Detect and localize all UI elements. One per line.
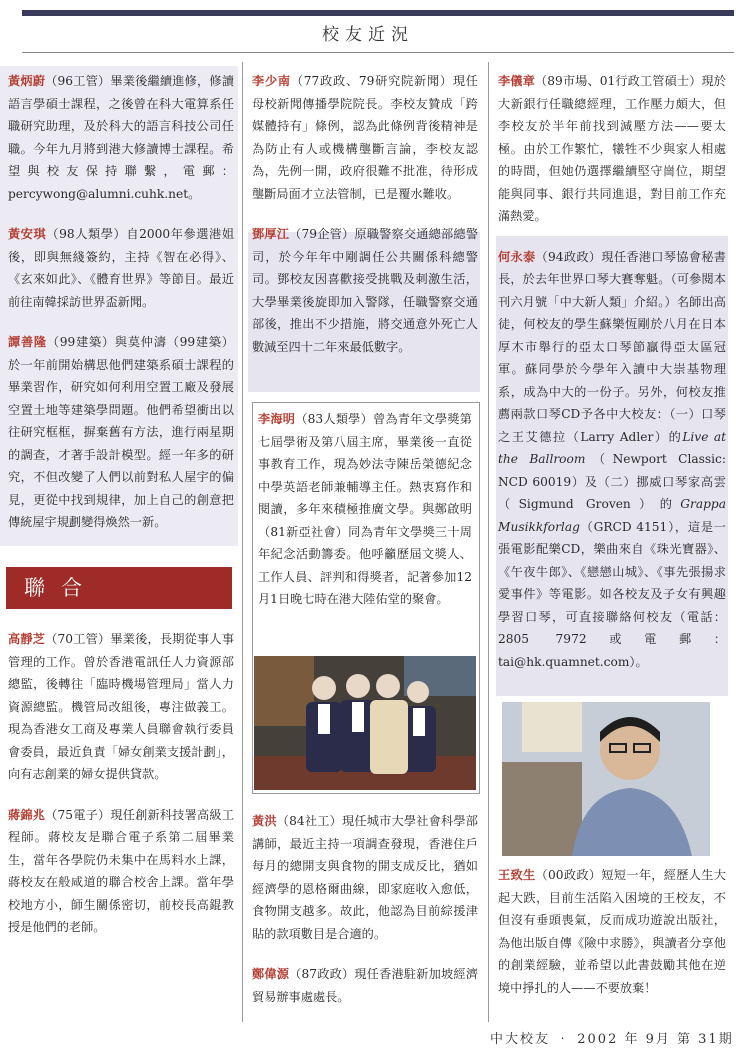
- alumni-text: （75電子）現任創新科技署高級工程師。蔣校友是聯合電子系第二屆畢業生，當年各學院仍未集中在馬料水上課，蔣校友在般咸道的聯合校舍上課。當年學校地方小，師生關係密切，前校長高錕教授是他們的老師。: [8, 807, 235, 934]
- column-2-lower: [252, 810, 478, 1026]
- alumni-text: （GRCD 4151），這是一張電影配樂CD，樂曲來自《珠光寶器》、《午夜牛郎》、《戀戀山城》、《事先張揚求愛事件》等電影。如各校友及子女有興趣學習口琴，可直接聯絡何校友（電話：2805 7972或電郵：tai@hk.quamnet.com）。: [498, 519, 726, 669]
- header-rule: [22, 52, 734, 53]
- alumni-text: （99建築）與莫仲濤（99建築）於一年前開始構思他們建築系碩士課程的畢業習作，研究如何利用空置工廠及發展空置土地等建築學問題。他們希望衝出以往研究框框，摒棄舊有方法，進行兩星期的調查，才著手設計模型。經一年多的研究，不但改變了人們以前對私人屋宇的偏見，更從中找到規律，加上自己的創意把傳統屋宇規劃變得煥然一新。: [8, 335, 234, 529]
- alumni-entry: [252, 963, 478, 1008]
- alumni-text: （83人類學）曾為青年文學獎第七屆學術及第八屆主席，畢業後一直從事教育工作，現為妙法寺陳岳榮德紀念中學英語老師兼輔導主任。熱衷寫作和閱讀，多年來積極推廣文學。與鄭啟明（81新亞社會）同為青年文學獎三十周年紀念活動籌委。他呼籲歷屆文獎人、工作人員、評判和得獎者，記著參加12月1日晚七時在港大陸佑堂的聚會。: [258, 412, 472, 606]
- alumni-text: （94政政）現任香港口琴協會秘書長，於去年世界口琴大賽奪魁。（可參閱本刊六月號「中大新人類」介紹。）名師出高徒，何校友的學生蘇樂恆剛於八月在日本厚木市舉行的亞太口琴節贏得亞太區冠軍。蘇同學於今學年入讀中大崇基物理系，成為中大的一份子。另外，何校友推薦兩款口琴CD予各中大校友：（一）口琴之王艾德拉（Larry Adler）的: [498, 249, 726, 444]
- portrait-photo-image: [502, 702, 710, 856]
- group-photo: [254, 656, 476, 790]
- alumni-name: 黃洪: [252, 814, 277, 828]
- alumni-text: （70工管）畢業後，長期從事人事管理的工作。曾於香港電訊任人力資源部總監，後轉往「臨時機場管理局」當人力資源總監。機管局改組後，專注做義工。現為香港女工商及專業人員聯會執行委員會委員，最近負責「婦女創業支援計劃」，向有志創業的婦女提供貸款。: [8, 632, 235, 781]
- alumni-name: 黃安琪: [8, 227, 47, 241]
- alumni-entry: [252, 70, 478, 205]
- alumni-entry: [498, 246, 726, 674]
- alumni-entry: [498, 70, 726, 228]
- featured-entry: [258, 408, 472, 629]
- alumni-name: 王致生: [498, 868, 536, 882]
- alumni-text: （77政政、79研究院新聞）現任母校新聞傳播學院院長。李校友贊成「跨媒體持有」條例，認為此條例背後精神是為防止有人或機構壟斷言論，李校友認為，先例一開，政府很難不批准，待形成壟斷局面才立法管制，已是覆水難收。: [252, 74, 478, 201]
- alumni-name: 高靜芝: [8, 632, 46, 646]
- alumni-text: （96工管）畢業後繼續進修，修讀語言學碩士課程，之後曾在科大電算系任職研究助理，及於科大的語言科技公司任職。今年九月將到港大修讀博士課程。希望與校友保持聯繫，電郵：percywong@alumni.cuhk.net。: [8, 74, 235, 201]
- alumni-name: 李儀章: [498, 74, 535, 88]
- alumni-text: （00政政）短短一年，經歷人生大起大跌，目前生活陷入困境的王校友，不但沒有垂頭喪氣，反而成功遊說出版社，為他出版自傳《險中求勝》，與讀者分享他的創業經驗，並希望以此書鼓勵其他在逆境中掙扎的人——不要放棄！: [498, 868, 726, 995]
- alumni-name: 李少南: [252, 74, 291, 88]
- column-3: [498, 70, 726, 691]
- column-1: [8, 70, 234, 552]
- album-title: Grappa Musikkforlag: [498, 497, 726, 534]
- column-1-lower: [8, 628, 234, 957]
- alumni-entry: [498, 864, 726, 999]
- alumni-entry: [8, 628, 234, 786]
- alumni-text: （84社工）現任城市大學社會科學部講師，最近主持一項調查發現，香港住戶每月的總開支與食物的開支成反比，猶如經濟學的恩格爾曲線，即家庭收入愈低，食物開支越多。故此，他認為目前綜援津貼的款項數目是合適的。: [252, 814, 478, 941]
- alumni-entry: [258, 408, 472, 611]
- alumni-text: （79企管）原職警察交通總部總警司，於今年年中剛調任公共關係科總警司。鄧校友因喜歡接受挑戰及刺激生活，大學畢業後旋即加入警隊，任職警察交通部後，推出不少措施，將交通意外死亡人數減至四十二年來最低數字。: [252, 227, 479, 354]
- column-2: [252, 70, 478, 376]
- portrait-photo: [502, 702, 710, 856]
- section-heading: 聯合: [6, 567, 232, 609]
- alumni-text: （98人類學）自2000年參選港姐後，即與無綫簽約，主持《智在必得》、《玄來如此》、《體育世界》等節目。最近前往南韓採訪世界盃新聞。: [8, 227, 235, 309]
- alumni-text: （87政政）現任香港駐新加坡經濟貿易辦事處處長。: [252, 967, 479, 1004]
- alumni-entry: [8, 223, 234, 313]
- alumni-name: 鄭偉源: [252, 967, 290, 981]
- alumni-name: 蔣錦兆: [8, 807, 46, 822]
- alumni-name: 鄧厚江: [252, 227, 290, 241]
- column-divider: [488, 62, 489, 1022]
- alumni-name: 李海明: [258, 412, 296, 426]
- page-title: 校友近況: [322, 25, 414, 45]
- page-footer: 中大校友 ‧ 2002 年 9月 第 31期: [490, 1032, 734, 1047]
- top-bar: [22, 10, 734, 16]
- alumni-entry: [252, 223, 478, 358]
- alumni-name: 黃炳蔚: [8, 74, 46, 88]
- column-divider: [242, 62, 243, 1022]
- alumni-name: 何永泰: [498, 249, 536, 264]
- alumni-name: 譚善隆: [8, 335, 47, 349]
- alumni-text: （89市場、01行政工管碩士）現於大新銀行任職總經理，工作壓力頗大，但李校友於半年前找到減壓方法——要太極。由於工作繁忙，犧牲不少與家人相處的時間，但她仍選擇繼續堅守崗位，期望能與同事、銀行共同進退，對目前工作充滿熱愛。: [498, 74, 726, 223]
- alumni-text: （Newport Classic: NCD 60019）及（二）挪威口琴家高雲（Sigmund Groven）的: [498, 452, 726, 511]
- album-title: Live at the Ballroom: [498, 429, 726, 466]
- alumni-entry: [8, 804, 234, 939]
- alumni-entry: [252, 810, 478, 945]
- column-3-lower: [498, 864, 726, 1017]
- alumni-entry: [8, 70, 234, 205]
- alumni-entry: [8, 331, 234, 534]
- group-photo-image: [254, 656, 476, 790]
